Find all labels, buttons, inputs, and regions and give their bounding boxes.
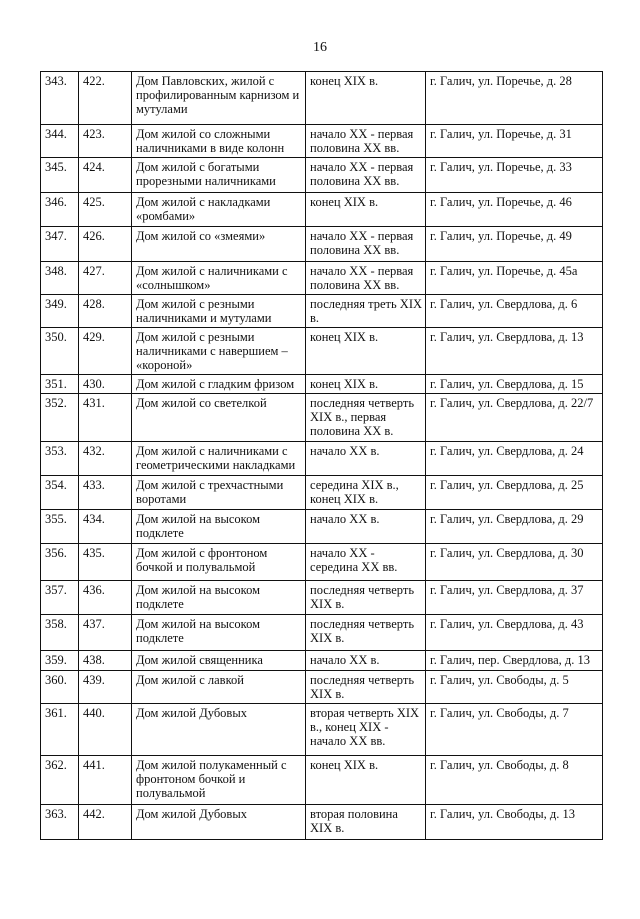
object-name: Дом жилой на высоком подклете (132, 615, 306, 651)
page-number: 16 (313, 40, 327, 55)
object-address: г. Галич, ул. Свободы, д. 8 (426, 756, 603, 805)
row-number: 350. (41, 328, 79, 375)
object-address: г. Галич, ул. Поречье, д. 31 (426, 125, 603, 158)
object-date: конец XIX в. (306, 72, 426, 125)
registry-number: 441. (79, 756, 132, 805)
table-row (41, 704, 603, 756)
table-row (41, 262, 603, 295)
table-row (41, 476, 603, 510)
row-number: 345. (41, 158, 79, 193)
table-body (41, 72, 603, 840)
row-number: 358. (41, 615, 79, 651)
object-address: г. Галич, ул. Поречье, д. 49 (426, 227, 603, 262)
object-name: Дом жилой с наличниками с геометрическими накладками (132, 442, 306, 476)
object-date: начало XX - первая половина XX вв. (306, 227, 426, 262)
object-name: Дом жилой Дубовых (132, 805, 306, 840)
table-row (41, 671, 603, 704)
object-date: начало XX - первая половина XX вв. (306, 158, 426, 193)
table-row (41, 510, 603, 544)
row-number: 348. (41, 262, 79, 295)
table-row (41, 442, 603, 476)
table-row (41, 72, 603, 125)
table-row (41, 615, 603, 651)
registry-number: 430. (79, 375, 132, 394)
object-address: г. Галич, ул. Поречье, д. 28 (426, 72, 603, 125)
row-number: 360. (41, 671, 79, 704)
registry-number: 440. (79, 704, 132, 756)
table-row (41, 544, 603, 581)
registry-number: 427. (79, 262, 132, 295)
object-date: последняя четверть XIX в. (306, 671, 426, 704)
table-row (41, 328, 603, 375)
object-date: последняя четверть XIX в., первая половина XX в. (306, 394, 426, 442)
object-address: г. Галич, ул. Поречье, д. 45а (426, 262, 603, 295)
row-number: 359. (41, 651, 79, 671)
object-address: г. Галич, ул. Свердлова, д. 25 (426, 476, 603, 510)
registry-number: 425. (79, 193, 132, 227)
object-address: г. Галич, пер. Свердлова, д. 13 (426, 651, 603, 671)
table-row (41, 295, 603, 328)
object-address: г. Галич, ул. Свердлова, д. 6 (426, 295, 603, 328)
registry-number: 431. (79, 394, 132, 442)
registry-number: 428. (79, 295, 132, 328)
object-name: Дом жилой с резными наличниками и мутулами (132, 295, 306, 328)
row-number: 349. (41, 295, 79, 328)
table-row (41, 375, 603, 394)
object-name: Дом жилой с резными наличниками с навершием – «короной» (132, 328, 306, 375)
registry-number: 439. (79, 671, 132, 704)
object-address: г. Галич, ул. Свободы, д. 5 (426, 671, 603, 704)
table-row (41, 193, 603, 227)
object-name: Дом жилой с лавкой (132, 671, 306, 704)
object-name: Дом жилой священника (132, 651, 306, 671)
object-name: Дом жилой с фронтоном бочкой и полувальмой (132, 544, 306, 581)
object-date: начало XX - первая половина XX вв. (306, 262, 426, 295)
table-row (41, 125, 603, 158)
object-address: г. Галич, ул. Свободы, д. 13 (426, 805, 603, 840)
object-name: Дом Павловских, жилой с профилированным карнизом и мутулами (132, 72, 306, 125)
row-number: 363. (41, 805, 79, 840)
row-number: 355. (41, 510, 79, 544)
object-address: г. Галич, ул. Свердлова, д. 30 (426, 544, 603, 581)
object-date: последняя четверть XIX в. (306, 615, 426, 651)
row-number: 344. (41, 125, 79, 158)
object-address: г. Галич, ул. Поречье, д. 46 (426, 193, 603, 227)
object-date: конец XIX в. (306, 375, 426, 394)
object-date: начало XX в. (306, 510, 426, 544)
row-number: 353. (41, 442, 79, 476)
object-name: Дом жилой с трехчастными воротами (132, 476, 306, 510)
row-number: 361. (41, 704, 79, 756)
object-name: Дом жилой с наличниками с «солнышком» (132, 262, 306, 295)
object-address: г. Галич, ул. Свердлова, д. 13 (426, 328, 603, 375)
object-date: начало XX в. (306, 651, 426, 671)
row-number: 354. (41, 476, 79, 510)
row-number: 352. (41, 394, 79, 442)
object-name: Дом жилой на высоком подклете (132, 510, 306, 544)
registry-number: 435. (79, 544, 132, 581)
row-number: 362. (41, 756, 79, 805)
row-number: 356. (41, 544, 79, 581)
object-date: последняя четверть XIX в. (306, 581, 426, 615)
table-row (41, 394, 603, 442)
object-address: г. Галич, ул. Свердлова, д. 37 (426, 581, 603, 615)
object-date: конец XIX в. (306, 328, 426, 375)
object-date: вторая четверть XIX в., конец XIX - начало XX вв. (306, 704, 426, 756)
object-name: Дом жилой с гладким фризом (132, 375, 306, 394)
object-date: вторая половина XIX в. (306, 805, 426, 840)
registry-number: 423. (79, 125, 132, 158)
registry-number: 438. (79, 651, 132, 671)
row-number: 351. (41, 375, 79, 394)
row-number: 357. (41, 581, 79, 615)
object-address: г. Галич, ул. Свердлова, д. 22/7 (426, 394, 603, 442)
object-date: конец XIX в. (306, 756, 426, 805)
object-address: г. Галич, ул. Свердлова, д. 29 (426, 510, 603, 544)
registry-number: 422. (79, 72, 132, 125)
object-name: Дом жилой с накладками «ромбами» (132, 193, 306, 227)
registry-number: 442. (79, 805, 132, 840)
object-date: начало XX в. (306, 442, 426, 476)
table-row (41, 581, 603, 615)
object-date: середина XIX в., конец XIX в. (306, 476, 426, 510)
registry-number: 426. (79, 227, 132, 262)
object-name: Дом жилой с богатыми прорезными наличниками (132, 158, 306, 193)
object-name: Дом жилой со «змеями» (132, 227, 306, 262)
table-row (41, 756, 603, 805)
object-date: последняя треть XIX в. (306, 295, 426, 328)
registry-number: 434. (79, 510, 132, 544)
registry-number: 432. (79, 442, 132, 476)
object-name: Дом жилой Дубовых (132, 704, 306, 756)
registry-number: 436. (79, 581, 132, 615)
object-name: Дом жилой со сложными наличниками в виде колонн (132, 125, 306, 158)
object-name: Дом жилой полукаменный с фронтоном бочкой и полувальмой (132, 756, 306, 805)
object-address: г. Галич, ул. Свердлова, д. 15 (426, 375, 603, 394)
table-row (41, 158, 603, 193)
table-row (41, 805, 603, 840)
object-name: Дом жилой на высоком подклете (132, 581, 306, 615)
heritage-objects-table (40, 71, 603, 840)
object-name: Дом жилой со светелкой (132, 394, 306, 442)
row-number: 347. (41, 227, 79, 262)
row-number: 346. (41, 193, 79, 227)
table-row (41, 651, 603, 671)
row-number: 343. (41, 72, 79, 125)
table-row (41, 227, 603, 262)
object-address: г. Галич, ул. Свердлова, д. 43 (426, 615, 603, 651)
registry-number: 433. (79, 476, 132, 510)
object-date: конец XIX в. (306, 193, 426, 227)
registry-number: 437. (79, 615, 132, 651)
registry-number: 424. (79, 158, 132, 193)
object-address: г. Галич, ул. Свердлова, д. 24 (426, 442, 603, 476)
object-date: начало XX - середина XX вв. (306, 544, 426, 581)
object-address: г. Галич, ул. Поречье, д. 33 (426, 158, 603, 193)
object-address: г. Галич, ул. Свободы, д. 7 (426, 704, 603, 756)
registry-number: 429. (79, 328, 132, 375)
object-date: начало XX - первая половина XX вв. (306, 125, 426, 158)
